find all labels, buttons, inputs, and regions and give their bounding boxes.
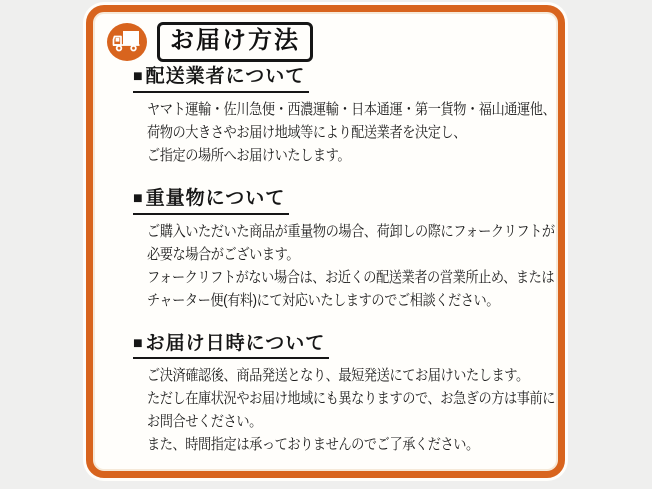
panel-header — [106, 22, 558, 62]
page-title: お届け方法 — [157, 22, 313, 62]
section-heading-label: お届け日時について — [145, 332, 326, 354]
section-body — [147, 364, 558, 456]
section-heading-label: 重量物について — [145, 187, 286, 209]
section-carriers — [133, 66, 558, 167]
body-line: お問合せください。 — [147, 413, 262, 431]
section-body — [147, 220, 558, 312]
body-line: ご決済確認後、商品発送となり、最短発送にてお届けいたします。 — [147, 367, 529, 385]
body-line: 必要な場合がございます。 — [147, 245, 300, 263]
body-line: フォークリフトがない場合は、お近くの配送業者の営業所止め、または — [147, 268, 555, 286]
section-body — [147, 98, 558, 167]
section-heading-label: 配送業者について — [145, 66, 306, 87]
section-heading — [133, 333, 329, 360]
body-line: ご購入いただいた商品が重量物の場合、荷卸しの際にフォークリフトが — [147, 222, 555, 240]
delivery-truck-icon — [106, 22, 148, 62]
square-bullet-icon: ■ — [133, 189, 144, 207]
body-line: ヤマト運輸・佐川急便・西濃運輸・日本通運・第一貨物・福山通運他、 — [147, 100, 556, 118]
body-line: 荷物の大きさやお届け地域等により配送業者を決定し、 — [147, 123, 467, 141]
section-heading — [133, 66, 309, 93]
body-line: ご指定の場所へお届けいたします。 — [147, 146, 351, 164]
section-heavy-items — [133, 188, 558, 312]
section-heading — [133, 188, 289, 215]
body-line: チャーター便(有料)にて対応いたしますのでご相談ください。 — [147, 291, 500, 309]
sections-container — [133, 66, 558, 456]
body-line: また、時間指定は承っておりませんのでご了承ください。 — [147, 436, 479, 454]
square-bullet-icon: ■ — [133, 68, 144, 85]
delivery-info-panel — [86, 5, 565, 478]
section-delivery-datetime — [133, 333, 558, 457]
body-line: ただし在庫状況やお届け地域にも異なりますので、お急ぎの方は事前に — [147, 390, 556, 408]
square-bullet-icon: ■ — [133, 334, 144, 352]
